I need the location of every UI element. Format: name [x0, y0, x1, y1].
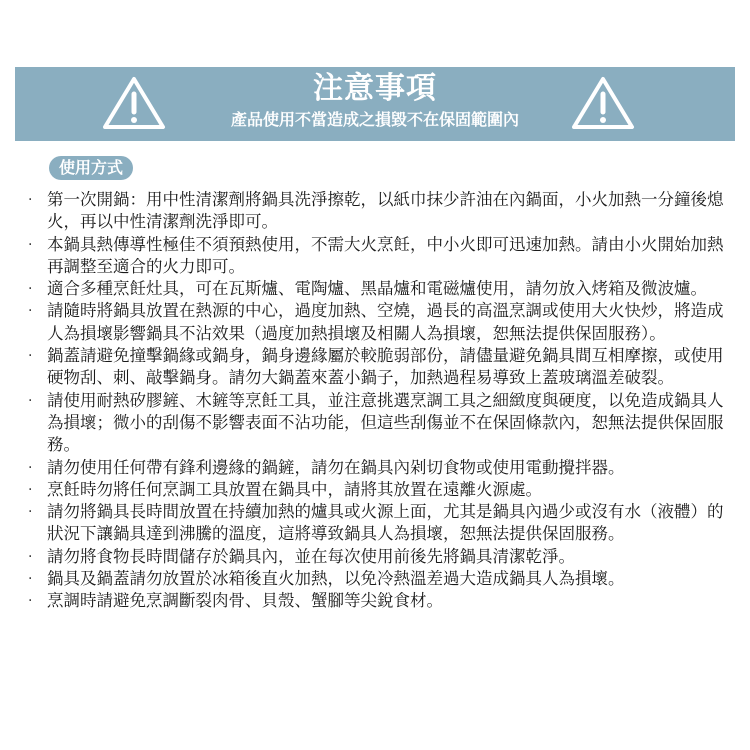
list-item-text: 鍋具及鍋蓋請勿放置於冰箱後直火加熱，以免冷熱溫差過大造成鍋具人為損壞。 — [47, 569, 625, 589]
list-item-text: 烹調時請避免烹調斷裂肉骨、貝殼、蟹腳等尖銳食材。 — [47, 591, 443, 611]
list-item — [26, 590, 726, 612]
bullet-icon: · — [28, 571, 33, 588]
bullet-icon: · — [28, 459, 33, 476]
bullet-icon: · — [28, 281, 33, 298]
bullet-icon: · — [28, 392, 33, 409]
warning-triangle-icon — [570, 75, 636, 131]
bullet-icon: · — [28, 593, 33, 610]
list-item-text: 請使用耐熱矽膠鏟、木鏟等烹飪工具，並注意挑選烹調工具之細緻度與硬度，以免造成鍋具人為損壞；微小的刮傷不影響表面不沾功能，但這些刮傷並不在保固條款內，恕無法提供保固服務。 — [47, 390, 724, 455]
bullet-icon: · — [28, 481, 33, 498]
list-item — [26, 234, 726, 279]
warning-banner — [15, 67, 735, 141]
list-item — [26, 546, 726, 568]
list-item — [26, 568, 726, 590]
list-item — [26, 390, 726, 457]
bullet-icon: · — [28, 348, 33, 365]
list-item — [26, 300, 726, 345]
bullet-icon: · — [28, 548, 33, 565]
list-item — [26, 278, 726, 300]
bullet-icon: · — [28, 303, 33, 320]
usage-notes-list — [26, 189, 726, 613]
list-item — [26, 457, 726, 479]
list-item — [26, 345, 726, 390]
bullet-icon: · — [28, 504, 33, 521]
list-item-text: 烹飪時勿將任何烹調工具放置在鍋具中，請將其放置在遠離火源處。 — [47, 479, 542, 499]
list-item-text: 第一次開鍋：用中性清潔劑將鍋具洗淨擦乾，以紙巾抹少許油在內鍋面，小火加熱一分鐘後熄火，再以中性清潔劑洗淨即可。 — [47, 190, 724, 232]
bullet-icon: · — [28, 192, 33, 208]
list-item — [26, 189, 726, 234]
banner-title: 注意事項 — [313, 71, 437, 106]
list-item-text: 請隨時將鍋具放置在熱源的中心，過度加熱、空燒，過長的高溫烹調或使用大火快炒，將造成人為損壞影響鍋具不沾效果（過度加熱損壞及相關人為損壞，恕無法提供保固服務）。 — [47, 301, 724, 343]
list-item — [26, 501, 726, 546]
list-item-text: 適合多種烹飪灶具，可在瓦斯爐、電陶爐、黑晶爐和電磁爐使用，請勿放入烤箱及微波爐。 — [47, 279, 707, 299]
list-item-text: 請勿將食物長時間儲存於鍋具內，並在每次使用前後先將鍋具清潔乾淨。 — [47, 546, 575, 566]
bullet-icon: · — [28, 236, 33, 253]
list-item-text: 請勿將鍋具長時間放置在持續加熱的爐具或火源上面，尤其是鍋具內過少或沒有水（液體）的狀況下讓鍋具達到沸騰的溫度，這將導致鍋具人為損壞，恕無法提供保固服務。 — [47, 502, 724, 544]
banner-subtitle: 產品使用不當造成之損毀不在保固範圍內 — [230, 110, 519, 129]
list-item — [26, 479, 726, 501]
section-badge-usage: 使用方式 — [49, 156, 133, 180]
list-item-text: 本鍋具熱傳導性極佳不須預熱使用，不需大火烹飪，中小火即可迅速加熱。請由小火開始加熱再調整至適合的火力即可。 — [47, 234, 724, 276]
list-item-text: 鍋蓋請避免撞擊鍋緣或鍋身，鍋身邊緣屬於較脆弱部份，請儘量避免鍋具間互相摩擦，或使用硬物刮、刺、敲擊鍋身。請勿大鍋蓋來蓋小鍋子，加熱過程易導致上蓋玻璃溫差破裂。 — [47, 346, 724, 388]
list-item-text: 請勿使用任何帶有鋒利邊緣的鍋鏟，請勿在鍋具內剁切食物或使用電動攪拌器。 — [47, 457, 625, 477]
